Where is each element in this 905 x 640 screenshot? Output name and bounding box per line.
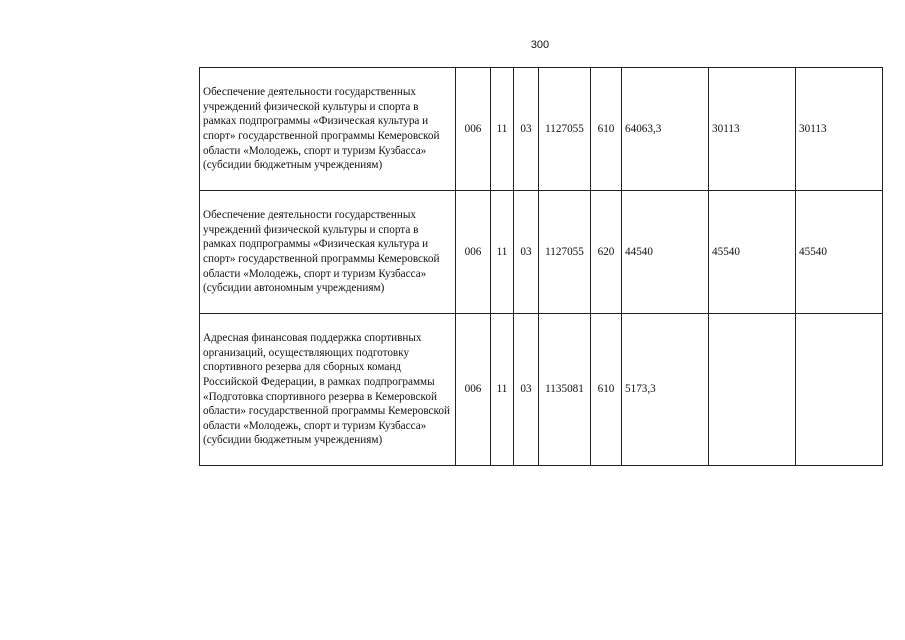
target-article-code: 1127055 xyxy=(539,68,591,191)
expense-type-code: 610 xyxy=(591,68,622,191)
subsection-code: 03 xyxy=(514,191,539,314)
ministry-code: 006 xyxy=(456,191,491,314)
row-description: Обеспечение деятельности государственных учреждений физической культуры и спорта в рамках подпрограммы «Физическая культура и спорт» государственной программы Кемеровской области «Молодежь, спорт и туризм Кузбасса» (субсидии автономным учреждениям) xyxy=(200,191,456,314)
ministry-code: 006 xyxy=(456,68,491,191)
target-article-code: 1127055 xyxy=(539,191,591,314)
expense-type-code: 610 xyxy=(591,314,622,466)
subsection-code: 03 xyxy=(514,68,539,191)
amount-year-3: 45540 xyxy=(796,191,883,314)
table-row xyxy=(200,68,883,191)
page-number: 300 xyxy=(530,39,550,51)
amount-year-2 xyxy=(709,314,796,466)
target-article-code: 1135081 xyxy=(539,314,591,466)
amount-year-3 xyxy=(796,314,883,466)
subsection-code: 03 xyxy=(514,314,539,466)
amount-year-1: 64063,3 xyxy=(622,68,709,191)
section-code: 11 xyxy=(491,191,514,314)
budget-table xyxy=(199,67,883,466)
row-description: Обеспечение деятельности государственных учреждений физической культуры и спорта в рамках подпрограммы «Физическая культура и спорт» государственной программы Кемеровской области «Молодежь, спорт и туризм Кузбасса» (субсидии бюджетным учреждениям) xyxy=(200,68,456,191)
amount-year-2: 30113 xyxy=(709,68,796,191)
section-code: 11 xyxy=(491,314,514,466)
amount-year-2: 45540 xyxy=(709,191,796,314)
expense-type-code: 620 xyxy=(591,191,622,314)
amount-year-1: 44540 xyxy=(622,191,709,314)
amount-year-3: 30113 xyxy=(796,68,883,191)
table-row xyxy=(200,314,883,466)
amount-year-1: 5173,3 xyxy=(622,314,709,466)
ministry-code: 006 xyxy=(456,314,491,466)
row-description: Адресная финансовая поддержка спортивных организаций, осуществляющих подготовку спортивного резерва для сборных команд Российской Федерации, в рамках подпрограммы «Подготовка спортивного резерва в Кемеровской области» государственной программы Кемеровской области «Молодежь, спорт и туризм Кузбасса» (субсидии бюджетным учреждениям) xyxy=(200,314,456,466)
table-row xyxy=(200,191,883,314)
section-code: 11 xyxy=(491,68,514,191)
